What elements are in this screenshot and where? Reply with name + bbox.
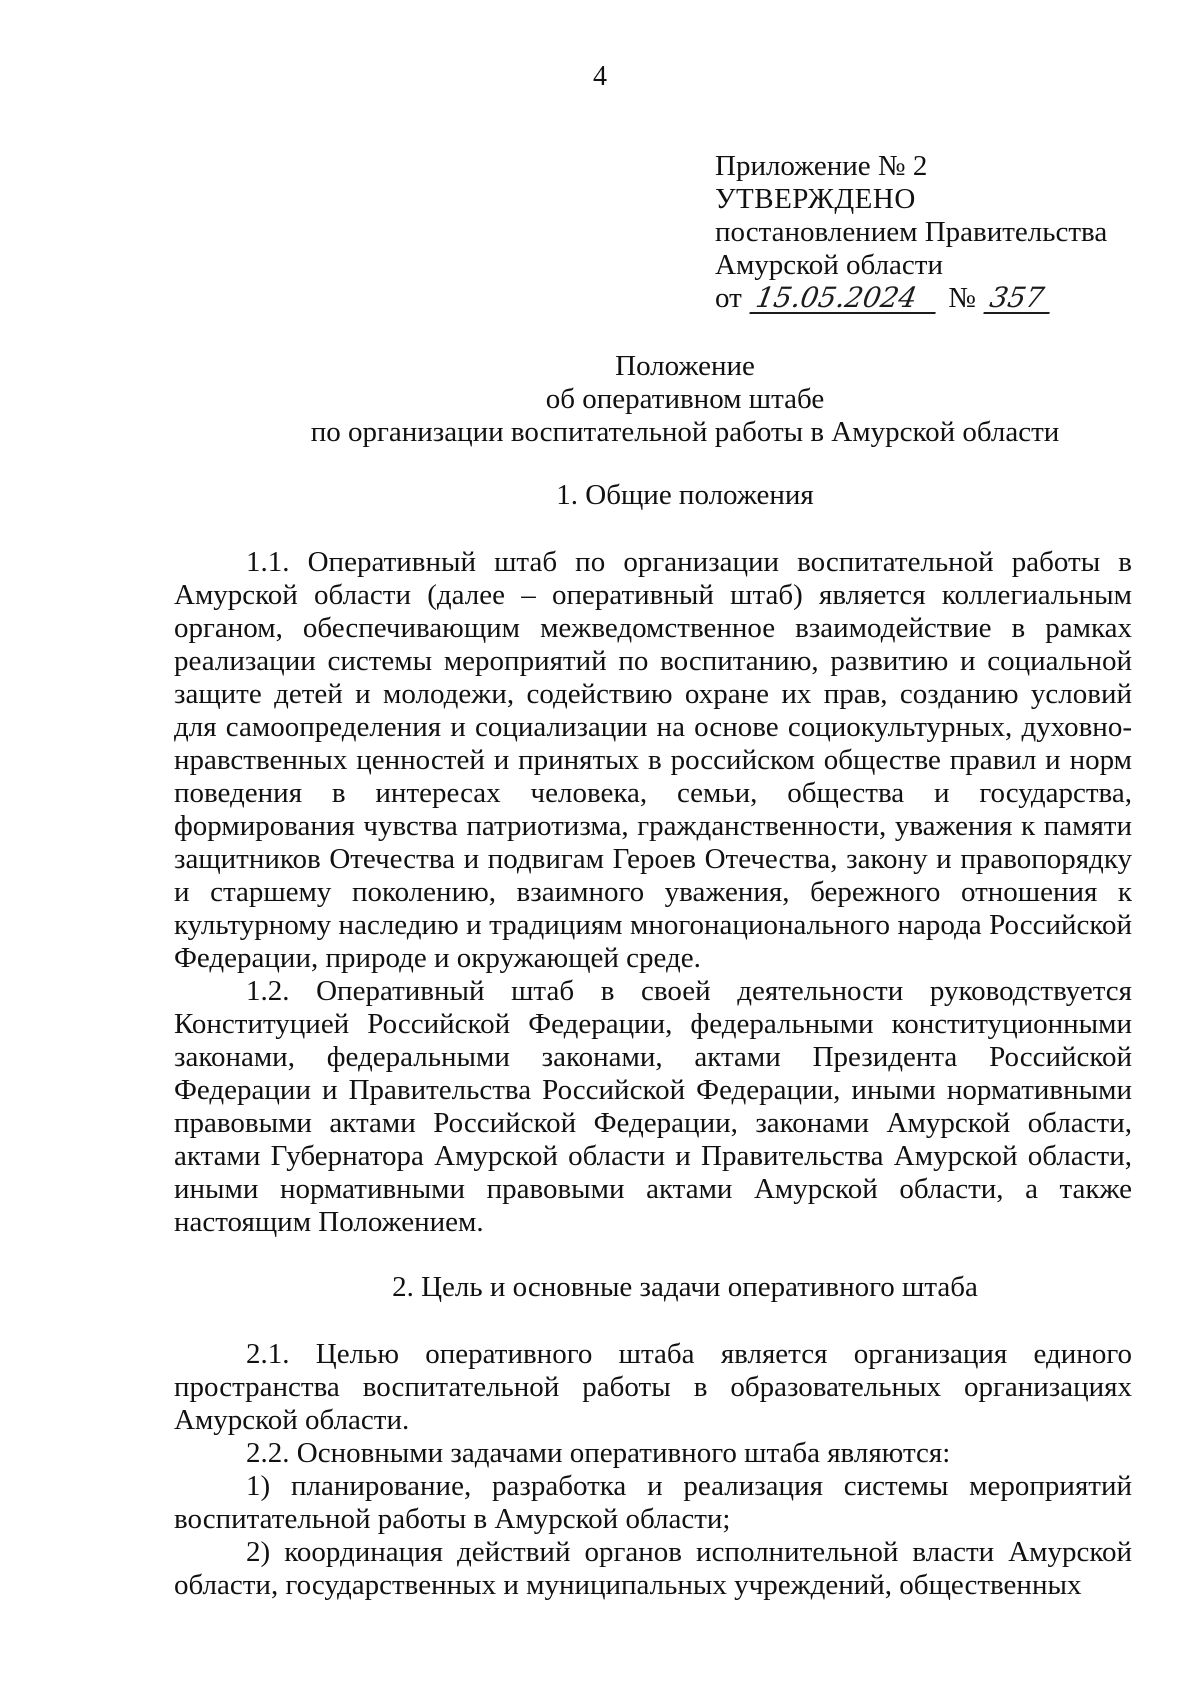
section-1-heading: 1. Общие положения [556,479,814,511]
paragraph-2-1: 2.1. Целью оперативного штаба является организация единого пространства воспитательной работы в образовательных организациях Амурской области. [174,1338,1132,1436]
handwritten-number: 357 [984,284,1055,314]
paragraph-1-2: 1.2. Оперативный штаб в своей деятельности руководствуется Конституцией Российской Федерации, федеральными конституционными законами, федеральными законами, актами Президента Российской Федерации и Правительства Российской Федерации, иными нормативными правовыми актами Российской Федерации, законами Амурской области, актами Губернатора Амурской области и Правительства Амурской области, иными нормативными правовыми актами Амурской области, а также настоящим Положением. [174,975,1132,1238]
title-line-2: об оперативном штабе [545,383,825,415]
task-item-2: 2) координация действий органов исполнительной власти Амурской области, государственных и муниципальных учреждений, общественных [174,1536,1132,1601]
date-prefix: от [715,282,742,314]
section-2-heading: 2. Цель и основные задачи оперативного штаба [392,1271,978,1303]
resolution-label: постановлением Правительства [715,216,1108,248]
paragraph-2-2: 2.2. Основными задачами оперативного штаба являются: [246,1437,951,1469]
title-line-1: Положение [615,350,755,382]
title-line-3: по организации воспитательной работы в Амурской области [310,416,1060,448]
region-label: Амурской области [715,249,943,281]
handwritten-date: 15.05.2024 [749,284,940,314]
approval-block [715,150,1155,315]
appendix-label: Приложение № 2 [715,150,928,182]
task-item-1: 1) планирование, разработка и реализация системы мероприятий воспитательной работы в Амурской области; [174,1470,1132,1535]
approved-stamp: УТВЕРЖДЕНО [715,183,916,215]
document-title [0,350,1200,449]
approval-date-line [715,282,1155,315]
number-sign: № [948,282,976,314]
section-2-body [174,1338,1132,1602]
section-1-body [174,546,1132,1239]
page-number: 4 [593,61,607,92]
paragraph-1-1: 1.1. Оперативный штаб по организации воспитательной работы в Амурской области (далее – оперативный штаб) является коллегиальным органом, обеспечивающим межведомственное взаимодействие в рамках реализации системы мероприятий по воспитанию, развитию и социальной защите детей и молодежи, содействию охране их прав, созданию условий для самоопределения и социализации на основе социокультурных, духовно-нравственных ценностей и принятых в российском обществе правил и норм поведения в интересах человека, семьи, общества и государства, формирования чувства патриотизма, гражданственности, уважения к памяти защитников Отечества и подвигам Героев Отечества, закону и правопорядку и старшему поколению, взаимного уважения, бережного отношения к культурному наследию и традициям многонационального народа Российской Федерации, природе и окружающей среде. [174,546,1132,974]
